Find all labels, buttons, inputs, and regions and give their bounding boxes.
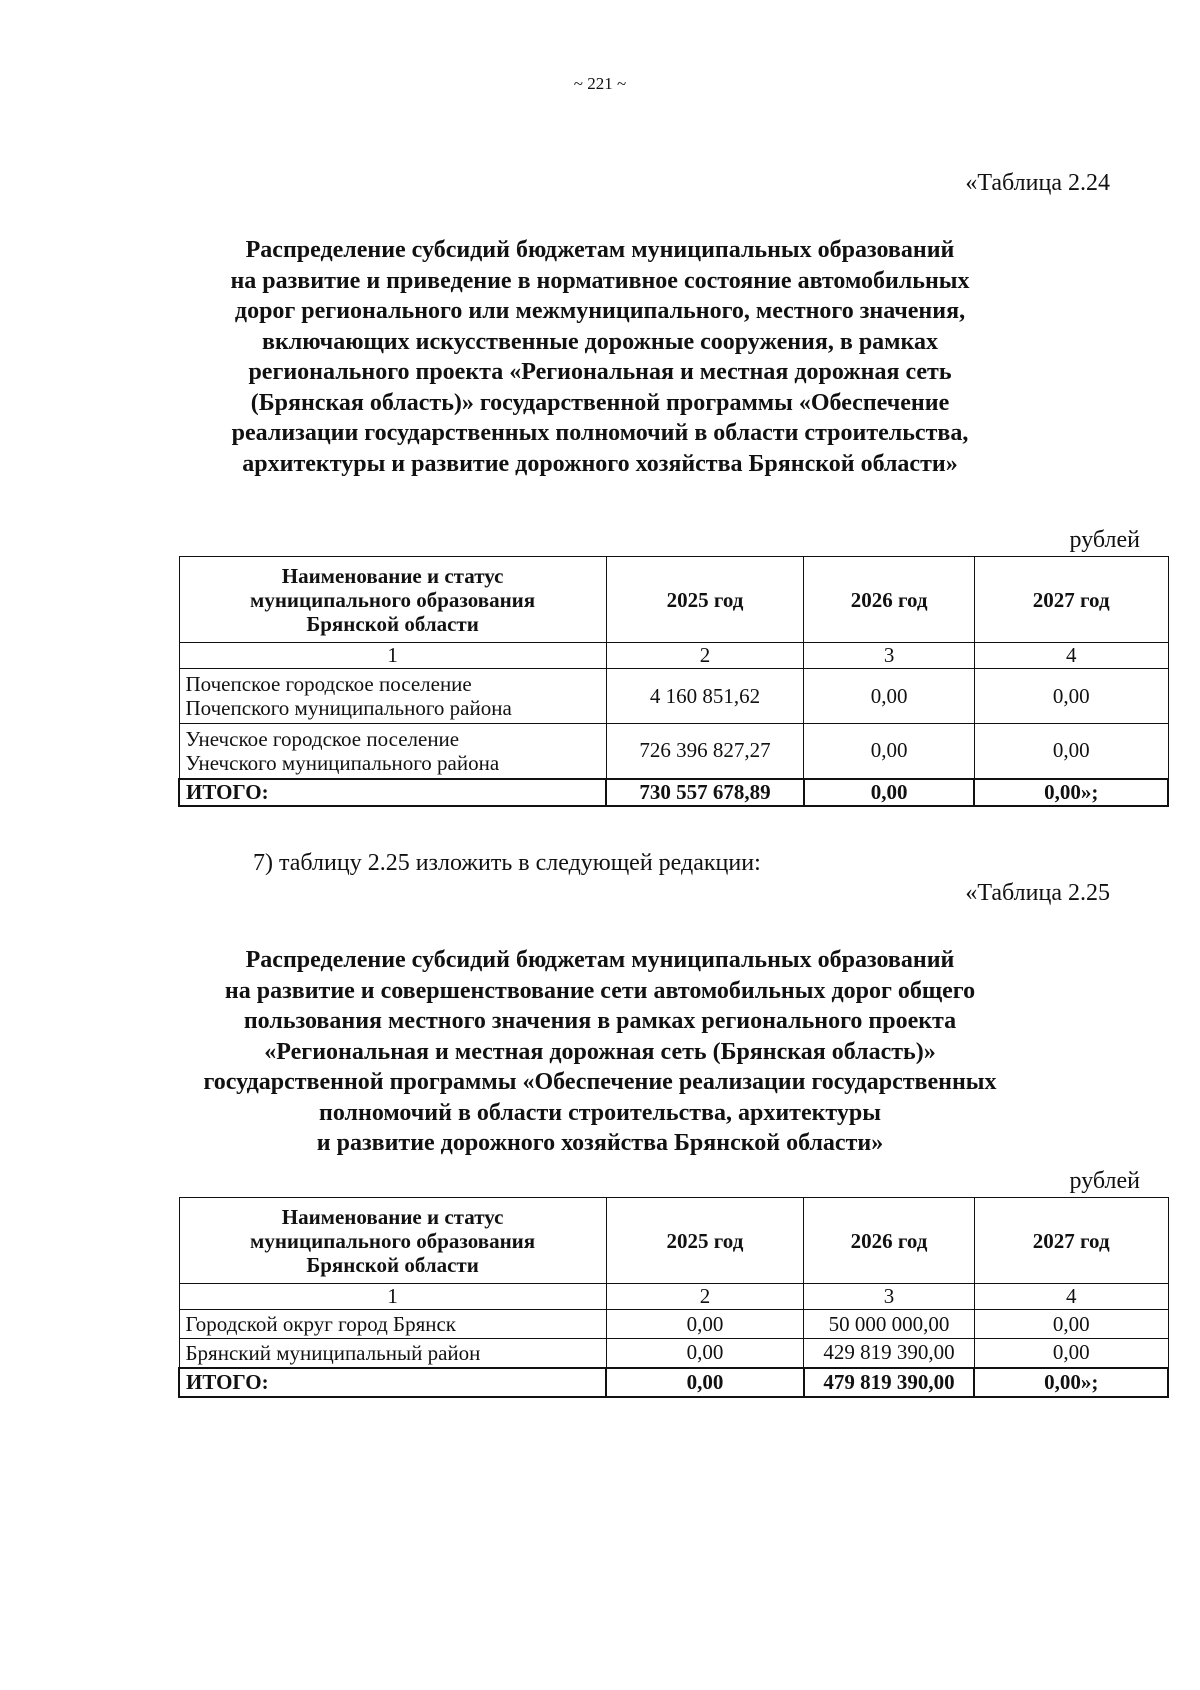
total-2025: 730 557 678,89 [606,779,804,806]
instruction-paragraph: 7) таблицу 2.25 изложить в следующей редакции: [253,850,761,876]
header-2026: 2026 год [804,1198,975,1284]
table-2-25-title [150,945,1050,1159]
header-2026: 2026 год [804,557,975,643]
row-name: Почепское городское поселение Почепского муниципального района [179,669,606,724]
col-number: 3 [804,643,975,669]
table-2-24-label: «Таблица 2.24 [965,170,1110,196]
title-line: государственной программы «Обеспечение реализации государственных [203,1069,997,1095]
col-number: 4 [974,643,1168,669]
cell-2027: 0,00 [974,1310,1168,1339]
title-line: включающих искусственные дорожные сооружения, в рамках [261,328,938,355]
title-line: «Региональная и местная дорожная сеть (Брянская область)» [264,1038,936,1065]
col-number: 1 [179,643,606,669]
title-line: на развитие и совершенствование сети автомобильных дорог общего [224,977,976,1004]
title-line: Распределение субсидий бюджетам муниципальных образований [245,237,955,263]
title-line: и развитие дорожного хозяйства Брянской области» [316,1130,884,1156]
title-line: полномочий в области строительства, архитектуры [319,1099,881,1126]
header-name: Наименование и статус муниципального образования Брянской области [179,557,606,643]
cell-2025: 726 396 827,27 [606,724,804,779]
table-2-24-units: рублей [1069,527,1140,553]
cell-2027: 0,00 [974,1339,1168,1368]
title-line: реализации государственных полномочий в области строительства, [231,420,969,446]
cell-2025: 0,00 [606,1310,804,1339]
total-2026: 479 819 390,00 [804,1368,975,1397]
cell-2026: 0,00 [804,724,975,779]
title-line: (Брянская область)» государственной программы «Обеспечение [250,389,950,416]
title-line: регионального проекта «Региональная и местная дорожная сеть [248,359,952,385]
table-header-row [179,557,1168,643]
col-number: 2 [606,1284,804,1310]
total-label: ИТОГО: [179,1368,606,1397]
total-row [179,779,1168,806]
total-2025: 0,00 [606,1368,804,1397]
column-number-row [179,643,1168,669]
table-row [179,1310,1168,1339]
title-line: пользования местного значения в рамках регионального проекта [243,1008,957,1034]
col-number: 2 [606,643,804,669]
row-name: Городской округ город Брянск [179,1310,606,1339]
header-2025: 2025 год [606,1198,804,1284]
cell-2026: 0,00 [804,669,975,724]
cell-2026: 50 000 000,00 [804,1310,975,1339]
cell-2026: 429 819 390,00 [804,1339,975,1368]
col-number: 1 [179,1284,606,1310]
total-row [179,1368,1168,1397]
col-number: 4 [974,1284,1168,1310]
table-header-row [179,1198,1168,1284]
row-name: Унечское городское поселение Унечского муниципального района [179,724,606,779]
table-row [179,724,1168,779]
table-2-25-label: «Таблица 2.25 [965,880,1110,906]
header-2027: 2027 год [974,557,1168,643]
column-number-row [179,1284,1168,1310]
cell-2025: 4 160 851,62 [606,669,804,724]
cell-2027: 0,00 [974,669,1168,724]
title-line: дорог регионального или межмуниципального, местного значения, [234,298,966,324]
table-2-25 [178,1197,1169,1398]
row-name: Брянский муниципальный район [179,1339,606,1368]
header-2025: 2025 год [606,557,804,643]
table-row [179,1339,1168,1368]
page-number: ~ 221 ~ [573,74,627,93]
title-line: архитектуры и развитие дорожного хозяйства Брянской области» [242,450,958,477]
table-row [179,669,1168,724]
total-label: ИТОГО: [179,779,606,806]
total-2026: 0,00 [804,779,975,806]
table-2-24-title [150,235,1050,479]
cell-2025: 0,00 [606,1339,804,1368]
table-2-24 [178,556,1169,807]
col-number: 3 [804,1284,975,1310]
title-line: на развитие и приведение в нормативное состояние автомобильных [230,267,970,294]
table-2-25-units: рублей [1069,1168,1140,1194]
title-line: Распределение субсидий бюджетам муниципальных образований [245,947,955,973]
cell-2027: 0,00 [974,724,1168,779]
total-2027: 0,00»; [974,779,1168,806]
total-2027: 0,00»; [974,1368,1168,1397]
header-name: Наименование и статус муниципального образования Брянской области [179,1198,606,1284]
header-2027: 2027 год [974,1198,1168,1284]
